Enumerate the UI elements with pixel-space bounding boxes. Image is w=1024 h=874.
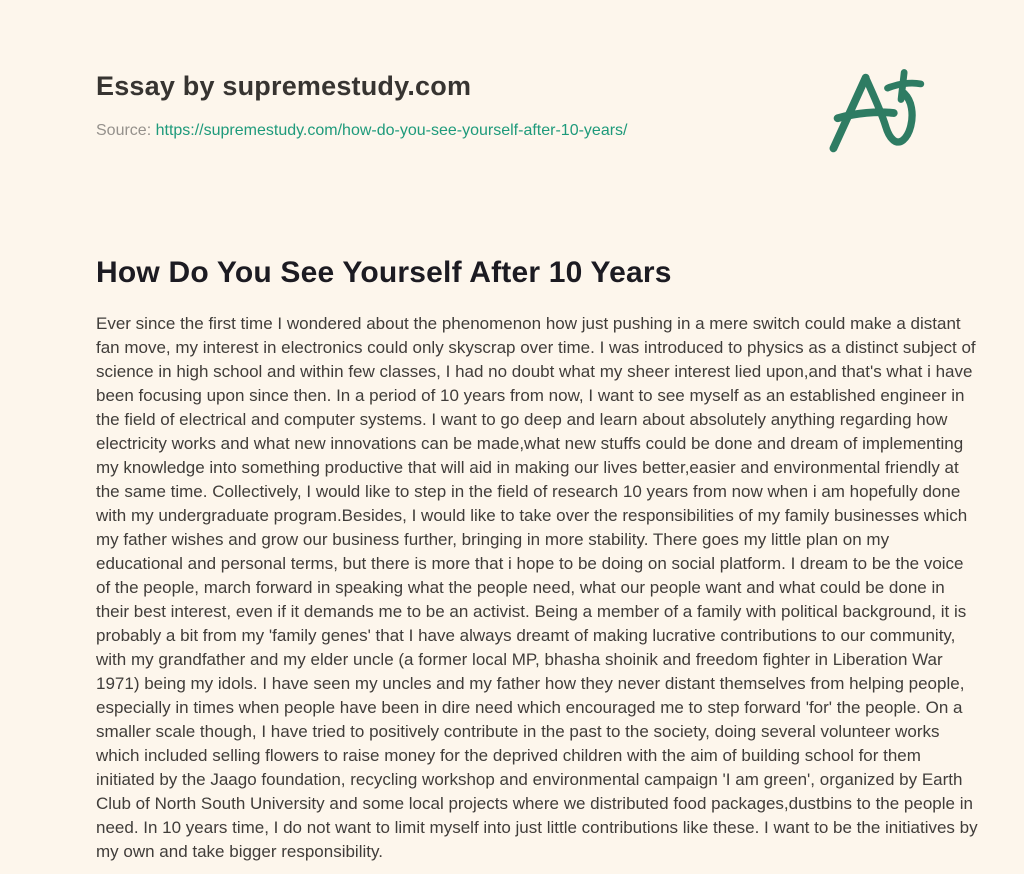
source-url-link[interactable]: https://supremestudy.com/how-do-you-see-yourself-after-10-years/ bbox=[155, 122, 628, 139]
essay-line: smaller scale though, I have tried to positively contribute in the past to the society, doing several volunteer works bbox=[96, 722, 940, 741]
essay-title: How Do You See Yourself After 10 Years bbox=[96, 256, 672, 289]
essay-line: of the people, march forward in speaking what the people need, what our people want and what could be done in bbox=[96, 578, 945, 597]
essay-line: Club of North South University and some local projects where we distributed food packages,dustbins to the people in bbox=[96, 794, 973, 813]
essay-line: fan move, my interest in electronics could only skyscrap over time. I was introduced to physics as a distinct subject of bbox=[96, 338, 976, 357]
essay-line: with my grandfather and my elder uncle (a former local MP, bhasha shoinik and freedom fighter in Liberation War bbox=[96, 650, 943, 669]
page-header-title: Essay by supremestudy.com bbox=[96, 71, 472, 101]
essay-line: electricity works and what new innovations can be made,what new stuffs could be done and dream of implementing bbox=[96, 434, 964, 453]
essay-line: my own and take bigger responsibility. bbox=[96, 842, 383, 861]
essay-line: been focusing upon since then. In a period of 10 years from now, I want to see myself as an established engineer in bbox=[96, 386, 965, 405]
essay-line: science in high school and within few classes, I had no doubt what my sheer interest lied upon,and that's what i have bbox=[96, 362, 973, 381]
essay-line: my knowledge into something productive that will aid in making our lives better,easier and environmental friendly at bbox=[96, 458, 959, 477]
essay-line: with my undergraduate program.Besides, I would like to take over the responsibilities of my family businesses which bbox=[96, 506, 968, 525]
essay-line: Ever since the first time I wondered about the phenomenon how just pushing in a mere switch could make a distant bbox=[96, 314, 961, 333]
essay-line: the field of electrical and computer systems. I want to go deep and learn about absolutely anything regarding how bbox=[96, 410, 948, 429]
essay-line: educational and personal terms, but there is more that i hope to be doing on social platform. I dream to be the voice bbox=[96, 554, 964, 573]
essay-line: my father wishes and grow our business further, bringing in more stability. There goes my little plan on my bbox=[96, 530, 890, 549]
source-line bbox=[96, 122, 627, 140]
essay-line: which included selling flowers to raise money for the deprived children with the aim of building school for them bbox=[96, 746, 921, 765]
a-plus-logo-icon bbox=[818, 60, 930, 164]
essay-line: 1971) being my idols. I have seen my uncles and my father how they never distant themselves from helping people, bbox=[96, 674, 965, 693]
essay-body bbox=[96, 312, 996, 864]
essay-line: the same time. Collectively, I would like to step in the field of research 10 years from now when i am hopefully done bbox=[96, 482, 961, 501]
essay-line: need. In 10 years time, I do not want to limit myself into just little contributions like these. I want to be the initiatives by bbox=[96, 818, 978, 837]
essay-line: especially in times when people have been in dire need which encouraged me to step forward 'for' the people. On a bbox=[96, 698, 963, 717]
essay-line: their best interest, even if it demands me to be an activist. Being a member of a family with political background, it is bbox=[96, 602, 967, 621]
essay-line: initiated by the Jaago foundation, recycling workshop and environmental campaign 'I am green', organized by Earth bbox=[96, 770, 963, 789]
source-label: Source: bbox=[96, 122, 152, 139]
essay-line: probably a bit from my 'family genes' that I have always dreamt of making lucrative contributions to our community, bbox=[96, 626, 956, 645]
